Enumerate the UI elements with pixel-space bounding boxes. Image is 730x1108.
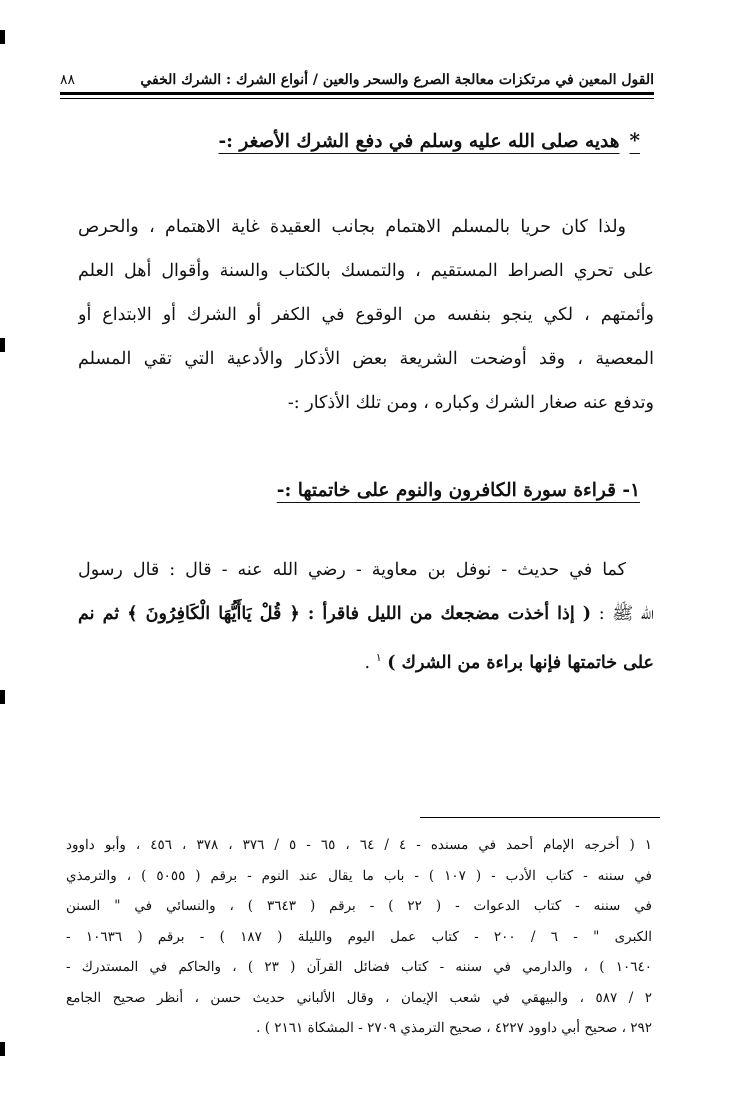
footnote-reference: ١ bbox=[375, 651, 382, 664]
footnote-line: ١٠٦٤٠ ) ، والدارمي في سننه - كتاب فضائل القرآن ( ٢٣ ) ، والحاكم في المستدرك - bbox=[66, 959, 652, 975]
section-heading-text: هديه صلى الله عليه وسلم في دفع الشرك الأصغر :- bbox=[218, 131, 620, 152]
footnote-separator bbox=[420, 817, 660, 818]
running-title: القول المعين في مرتكزات معالجة الصرع والسحر والعين / أنواع الشرك : الشرك الخفي bbox=[140, 72, 654, 88]
page-number: ٨٨ bbox=[60, 72, 76, 88]
footnote-line: ٢ / ٥٨٧ ، والبيهقي في شعب الإيمان ، وقال الألباني حديث حسن ، أنظر صحيح الجامع bbox=[66, 989, 652, 1006]
footnote bbox=[66, 830, 652, 1044]
header-rule-thin bbox=[60, 98, 654, 99]
prophet-mention: الله ﷺ : bbox=[598, 604, 654, 624]
paragraph-line: كما في حديث - نوفل بن معاوية - رضي الله عنه - قال : قال رسول bbox=[78, 560, 626, 580]
paragraph-line bbox=[78, 636, 654, 680]
footnote-line: في سننه - كتاب الأدب - ( ١٠٧ ) - باب ما يقال عند النوم - برقم ( ٥٠٥٥ ) ، والترمذي bbox=[66, 867, 652, 884]
scan-edge-mark bbox=[0, 338, 5, 352]
hadith-paragraph bbox=[78, 548, 654, 680]
scan-edge-mark bbox=[0, 1042, 5, 1056]
footnote-line: في سننه - كتاب الدعوات - ( ٢٢ ) - برقم ( ٣٦٤٣ ) ، والنسائي في " السنن bbox=[66, 898, 652, 914]
paragraph-line: على تحري الصراط المستقيم ، والتمسك بالكتاب والسنة وأقوال أهل العلم bbox=[78, 261, 654, 281]
footnote-line: ١ ( أخرجه الإمام أحمد في مسنده - ٤ / ٦٤ ، ٦٥ - ٥ / ٣٧٦ ، ٣٧٨ ، ٤٥٦ ، وأبو داوود bbox=[66, 837, 652, 853]
paragraph-line: ولذا كان حريا بالمسلم الاهتمام بجانب العقيدة غاية الاهتمام ، والحرص bbox=[78, 217, 626, 237]
paragraph-line bbox=[78, 592, 654, 636]
intro-paragraph bbox=[78, 205, 654, 425]
scan-edge-mark bbox=[0, 30, 5, 44]
paragraph-line: وتدفع عنه صغار الشرك وكباره ، ومن تلك الأذكار :- bbox=[287, 393, 654, 413]
hadith-quote: ( إذا أخذت مضجعك من الليل فاقرأ : ﴿ قُلْ يَاأَيُّهَا الْكَافِرُونَ ﴾ ثم نم bbox=[78, 604, 592, 624]
running-header bbox=[60, 58, 654, 88]
footnote-line: ٢٩٢ ، صحيح أبي داوود ٤٢٢٧ ، صحيح الترمذي ٢٧٠٩ - المشكاة ٢١٦١ ) . bbox=[256, 1020, 652, 1036]
sentence-end: . bbox=[364, 652, 371, 673]
footnote-line: الكبرى " - ٦ / ٢٠٠ - كتاب عمل اليوم والليلة ( ١٨٧ ) - برقم ( ١٠٦٣٦ - bbox=[66, 928, 652, 945]
scan-edge-mark bbox=[0, 690, 5, 704]
header-rule-thick bbox=[60, 92, 654, 95]
star-bullet: * bbox=[629, 128, 640, 152]
hadith-quote: على خاتمتها فإنها براءة من الشرك ) bbox=[387, 652, 654, 673]
subsection-heading: ١- قراءة سورة الكافرون والنوم على خاتمتها :- bbox=[276, 480, 640, 501]
paragraph-line: وأئمتهم ، لكي ينجو بنفسه من الوقوع في الكفر أو الشرك أو الابتداع أو bbox=[78, 305, 654, 325]
section-heading bbox=[218, 128, 640, 152]
paragraph-line: المعصية ، وقد أوضحت الشريعة بعض الأذكار والأدعية التي تقي المسلم bbox=[78, 349, 654, 369]
